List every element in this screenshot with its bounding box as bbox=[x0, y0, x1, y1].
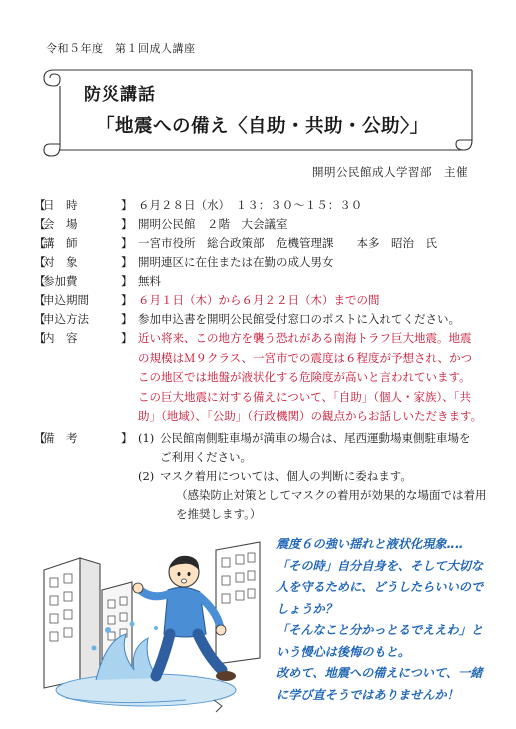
lecture-main-title: 「地震への備え〈自助・共助・公助〉」 bbox=[96, 116, 429, 137]
earthquake-illustration bbox=[36, 530, 272, 716]
info-value-venue: 開明公民館 ２階 大会議室 bbox=[138, 217, 288, 231]
contents-line: この地区では地盤が液状化する危険度が高いと言われています。 bbox=[138, 370, 471, 384]
info-row-application-method: 【 申込方法 】 参加申込書を開明公民館受付窓口のポストに入れてください。 bbox=[34, 310, 494, 329]
info-row-datetime: 【 日 時 】 ６月２８日（水） １３：３０〜１５：３０ bbox=[34, 196, 494, 215]
info-label: 備 考 bbox=[43, 430, 78, 445]
info-value-fee: 無料 bbox=[138, 274, 161, 288]
course-heading: 令和５年度 第１回成人講座 bbox=[46, 42, 196, 55]
info-value-remarks bbox=[138, 429, 494, 524]
remark-item-1: (1) 公民館南側駐車場が満車の場合は、尾西運動場東側駐車場を bbox=[138, 430, 471, 445]
info-label: 参加費 bbox=[43, 274, 78, 288]
info-row-application-period: 【 申込期間 】 ６月１日（木）から６月２２日（木）までの間 bbox=[34, 291, 494, 310]
info-value-target: 開明連区に在住または在勤の成人男女 bbox=[138, 255, 334, 269]
info-label: 内 容 bbox=[43, 331, 78, 345]
info-row-fee: 【 参加費 】 無料 bbox=[34, 272, 494, 291]
callout-line: 震度６の強い揺れと液状化現象‥‥ bbox=[276, 537, 464, 551]
info-label: 対 象 bbox=[43, 255, 78, 269]
info-label: 申込方法 bbox=[43, 312, 89, 326]
remark-item-1-cont: ご利用ください。 bbox=[160, 449, 252, 464]
remark-item-2-sub: （感染防止対策としてマスクの着用が効果的な場面では着用 bbox=[176, 487, 487, 502]
info-value-application-method: 参加申込書を開明公民館受付窓口のポストに入れてください。 bbox=[138, 312, 460, 326]
info-row-target: 【 対 象 】 開明連区に在住または在勤の成人男女 bbox=[34, 253, 494, 272]
contents-line: 助」（地域）、「公助」（行政機関）の観点からお話しいただきます。 bbox=[138, 409, 483, 423]
title-scroll-banner bbox=[40, 66, 478, 160]
callout-line: 改めて、地震への備えについて、一緒 bbox=[276, 666, 483, 680]
info-value-application-period: ６月１日（木）から６月２２日（木）までの間 bbox=[138, 293, 380, 307]
info-label: 会 場 bbox=[43, 217, 78, 231]
info-label: 申込期間 bbox=[43, 293, 89, 307]
info-value-contents bbox=[138, 329, 494, 427]
contents-line: 近い将来、この地方を襲う恐れがある南海トラフ巨大地震。地震 bbox=[138, 331, 472, 345]
info-label: 講 師 bbox=[43, 236, 78, 250]
remark-item-2: (2) マスク着用については、個人の判断に委ねます。 bbox=[138, 468, 412, 483]
info-value-lecturer: 一宮市役所 総合政策部 危機管理課 本多 昭治 氏 bbox=[138, 236, 437, 250]
info-row-contents: 【 内 容 】 近い将来、この地方を襲う恐れがある南海トラフ巨大地震。地震 の規模はＭ９クラス、一宮市での震度は６程度が予想され、かつ この地区では地盤が液状化する危険度が高いと言われています。 この巨大地震に対する備えについて、「自助」（個人・家族）、「共 助」（地域）、「公助」（行政機関）の観点からお話しいただきます。 bbox=[34, 329, 494, 427]
callout-line: に学び直そうではありませんか！ bbox=[276, 687, 459, 702]
info-label: 日 時 bbox=[43, 198, 78, 212]
callout-line: 人を守るために、どうしたらいいので bbox=[276, 580, 484, 594]
info-value-datetime: ６月２８日（水） １３：３０〜１５：３０ bbox=[138, 198, 363, 212]
remark-item-2-sub-cont: を推奨します。） bbox=[176, 506, 262, 521]
building-icon bbox=[44, 558, 100, 688]
organizer-text: 開明公民館成人学習部 主催 bbox=[312, 165, 468, 179]
callout-line: 「その時」自分自身を、そして大切な bbox=[276, 558, 484, 573]
callout-line: いう慢心は後悔のもと。 bbox=[276, 644, 411, 659]
callout-line: しょうか？ bbox=[276, 601, 337, 616]
event-info-table bbox=[34, 196, 494, 524]
building-icon bbox=[216, 542, 260, 664]
info-row-remarks: 【 備 考 】 (1) 公民館南側駐車場が満車の場合は、尾西運動場東側駐車場を ご利用ください。 (2) マスク着用については、個人の判断に委ねます。 （感染防止対策としてマスクの着用が効果的な場面では着用 を推奨します。） bbox=[34, 429, 494, 524]
callout-message bbox=[276, 534, 500, 706]
contents-line: の規模はＭ９クラス、一宮市での震度は６程度が予想され、かつ bbox=[138, 350, 473, 365]
info-row-lecturer: 【 講 師 】 一宮市役所 総合政策部 危機管理課 本多 昭治 氏 bbox=[34, 234, 494, 253]
contents-line: この巨大地震に対する備えについて、「自助」（個人・家族）、「共 bbox=[138, 389, 472, 404]
lecture-type-title: 防災講話 bbox=[84, 85, 156, 105]
callout-line: 「そんなこと分かっとるでええわ」と bbox=[276, 623, 484, 637]
info-row-venue: 【 会 場 】 開明公民館 ２階 大会議室 bbox=[34, 215, 494, 234]
